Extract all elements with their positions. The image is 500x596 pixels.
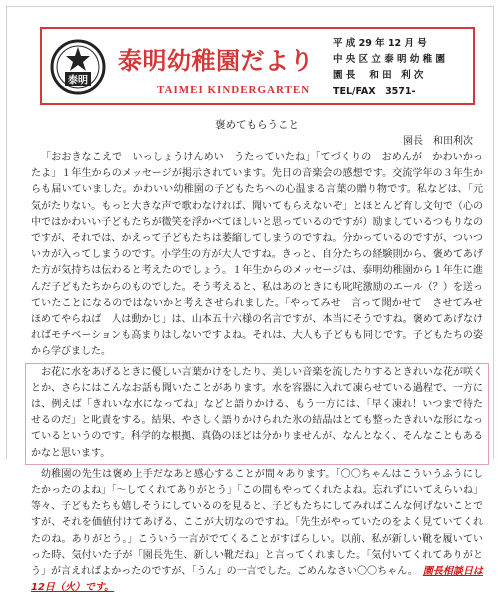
paragraph-3: [31, 467, 483, 596]
issue-date: 平 成 29 年 12 月 号: [333, 38, 427, 49]
paragraph-3-text: 幼稚園の先生は褒め上手だなあと感心することが間々あります。「〇〇ちゃんはこういうふうにしたかったのよね」「～してくれてありがとう」「この間もやってくれたよね。忘れずにいてえらいね」等々、子どもたちも嬉しそうにしているのを見ると、子どもたちにしてみればこんな何げないことですが、それを価値付けてあげる、ここが大切なのですね。「先生がやっていたのをよく見ていてくれたのね。ありがとう。」こういう一言がでてくることがすばらしい。以前、私が新しい靴を履いていった時、気付いた子が「園長先生、新しい靴だね」と言ってくれました。「気付いてくれてありがとう」が言えればよかったのですが、「うん」の一言でした。ごめんなさい〇〇ちゃん。: [31, 468, 483, 578]
newsletter-page: [6, 6, 494, 594]
highlighted-box: [25, 363, 489, 465]
principal-label: 園 長: [333, 70, 356, 81]
principal-name: 和 田 利 次: [369, 70, 424, 81]
newsletter-title: 泰明幼稚園だより: [118, 47, 314, 75]
emblem-text: 泰明: [68, 75, 88, 87]
article-title: 褒めてもらうこと: [215, 119, 299, 131]
paragraph-1: 「おおきなこえで いっしょうけんめい うたっていたね」「てづくりの おめんが かわいかったよ」１年生からのメッセージが掲示されています。先日の音楽会の感想です。交流学年の３年生からも届いていました。かわいい幼稚園の子どもたちへの心温まる言葉の贈り物です。私などは、「元気がたりない。もっと大きな声で歌わなければ、聞いてもらえないぞ」とほとんど育し文句で（心の中ではかわいい子どもたちが微笑を浮かべてほしいと思っているのですが）励ましているつもりなのですが、それでは、かえって子どもたちは萎縮してしまうのですね。分かっているのですが、ついついカが入ってしまうのです。小学生の方が大人ですね。きっと、自分たちの経験則から、褒めてあげた方が気持ちは伝わると考えたのでしょう。１年生からのメッセージは、泰明幼稚園から１年生に進んだ子どもたちからのものでした。そう考えると、私はあのときにも叱咤激励のエール（？）を送っていたことになるのではないかと考えさせられました。「やってみせ 言って聞かせて させてみせ ほめてやらねば 人は動かじ」は、山本五十六様の名言ですが、本当にそうですね。褒めてあげなければモチベーションも高まりはしないですよね。それは、大人も子どもも同じです。子どもたちの姿から学びました。: [31, 152, 493, 358]
article-byline: 園長 和田利次: [403, 136, 473, 147]
issue-info: [333, 36, 445, 100]
paragraph-2: お花に水をあげるときに優しい言葉かけをしたり、美しい音楽を流したりするときれいな花が咲くとか、さらにはこんなお話も聞いたことがあります。水を容器に入れて凍らせている過程で、一方には、例えば「きれいな水になってね」などと語りかける、もう一方には、「早く凍れ！いつまで待たせるのだ」と叱責をする。結果、やさしく語りかけられた氷の結晶はとても整ったきれいな形になっているというのです。科学的な根拠、真偽のほどは分かりませんが、なんとなく、そんなこともあるかなと思います。: [31, 366, 483, 459]
publisher: 中 央 区 立 泰 明 幼 稚 園: [333, 54, 445, 65]
newsletter-subtitle: TAIMEI KINDERGARTEN: [157, 84, 311, 96]
consultation-note: 園長相談日は12日（火）です。: [31, 566, 483, 594]
tel-fax: TEL/FAX 3571-: [333, 86, 416, 97]
school-emblem-icon: [48, 35, 108, 99]
principal-line: [333, 68, 445, 84]
article: [31, 117, 493, 596]
masthead-box: [40, 27, 475, 105]
